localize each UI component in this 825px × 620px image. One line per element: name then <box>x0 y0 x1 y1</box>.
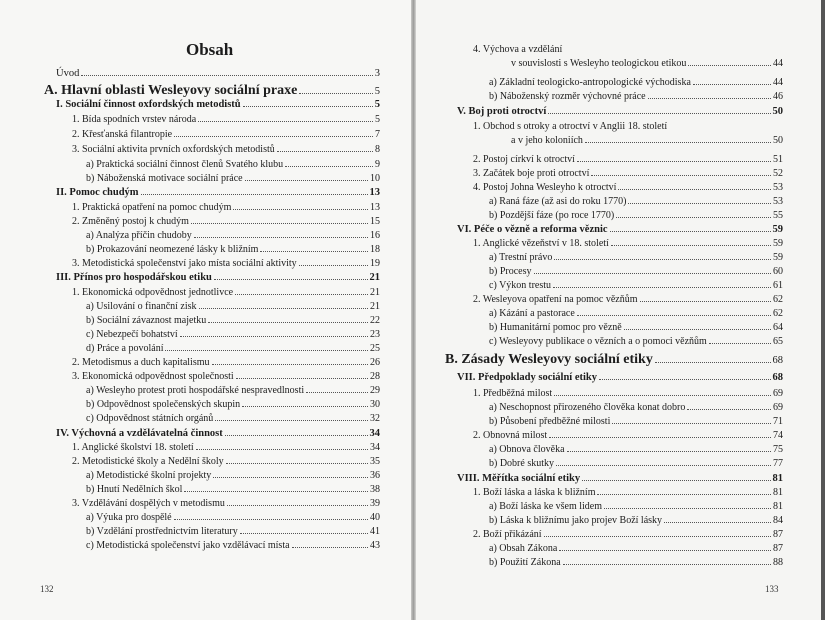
toc-entry <box>473 154 783 165</box>
toc-page-number: 74 <box>773 430 783 441</box>
dot-leader <box>553 287 771 288</box>
toc-page-number: 81 <box>773 501 783 512</box>
dot-leader <box>235 294 368 295</box>
dot-leader <box>299 93 372 94</box>
toc-entry-text: B. Zásady Wesleyovy sociální etiky <box>445 352 653 367</box>
toc-entry-text: a) Praktická sociální činnost členů Svatého klubu <box>86 159 284 170</box>
dot-leader <box>199 308 368 309</box>
toc-page-number: 52 <box>773 168 783 179</box>
dot-leader <box>610 231 771 232</box>
toc-page-number: 5 <box>375 114 380 125</box>
toc-entry-text: 3. Sociální aktivita prvních oxfordských metodistů <box>72 144 275 155</box>
toc-page-number: 65 <box>773 336 783 347</box>
dot-leader <box>215 420 368 421</box>
dot-leader <box>227 505 368 506</box>
toc-entry <box>86 512 380 523</box>
toc-page-number: 22 <box>370 315 380 326</box>
toc-entry <box>86 244 380 255</box>
toc-page-number: 68 <box>772 372 783 383</box>
toc-entry-text: a) Kázání a pastorace <box>489 308 575 319</box>
toc-entry-text: 2. Metodistické školy a Nedělní školy <box>72 456 224 467</box>
dot-leader <box>81 75 372 76</box>
toc-entry-text: b) Náboženský rozměr výchovné práce <box>489 91 646 102</box>
toc-entry-text: 1. Ekonomická odpovědnost jednotlivce <box>72 287 234 298</box>
toc-entry <box>489 91 783 102</box>
toc-entry <box>86 159 380 170</box>
dot-leader <box>688 65 771 66</box>
toc-entry-text: a) Obsah Zákona <box>489 543 558 554</box>
toc-entry-text: a) Neschopnost přirozeného člověka konat dobro <box>489 402 686 413</box>
toc-page-number: 28 <box>370 371 380 382</box>
toc-entry-text: b) Použití Zákona <box>489 557 561 568</box>
toc-page-number: 21 <box>370 287 380 298</box>
toc-page-number: 23 <box>370 329 380 340</box>
toc-page-number: 75 <box>773 444 783 455</box>
toc-page-number: 84 <box>773 515 783 526</box>
dot-leader <box>212 364 369 365</box>
toc-entry <box>489 77 783 88</box>
dot-leader <box>544 536 771 537</box>
toc-entry-text: b) Dobré skutky <box>489 458 554 469</box>
toc-entry <box>86 301 380 312</box>
toc-page-number: 69 <box>773 402 783 413</box>
toc-page-number: 59 <box>773 238 783 249</box>
toc-entry <box>86 470 380 481</box>
dot-leader <box>299 265 368 266</box>
dot-leader <box>208 322 368 323</box>
dot-leader <box>599 379 770 380</box>
toc-entry <box>72 114 380 125</box>
toc-page-number: 44 <box>773 58 783 69</box>
toc-entry <box>473 168 783 179</box>
toc-page-number: 7 <box>375 129 380 140</box>
toc-entry <box>489 252 783 263</box>
dot-leader <box>174 519 368 520</box>
toc-entry <box>489 458 783 469</box>
dot-leader <box>585 142 771 143</box>
dot-leader <box>194 237 368 238</box>
toc-entry <box>72 357 380 368</box>
right-page <box>413 0 825 620</box>
toc-entry-text: 2. Obnovná milost <box>473 430 548 441</box>
toc-entry-text: A. Hlavní oblasti Wesleyovy sociální praxe <box>44 83 298 98</box>
dot-leader <box>577 315 771 316</box>
toc-entry-text: 1. Bída spodních vrstev národa <box>72 114 197 125</box>
toc-entry <box>457 473 783 484</box>
toc-entry <box>489 515 783 526</box>
toc-page-number: 8 <box>375 144 380 155</box>
toc-entry <box>489 557 783 568</box>
toc-entry <box>86 540 380 551</box>
toc-entry <box>56 99 380 110</box>
toc-entry <box>44 83 380 99</box>
toc-page-number: 40 <box>370 512 380 523</box>
dot-leader <box>196 449 368 450</box>
toc-entry-text: 1. Obchod s otroky a otroctví v Anglii 18. století <box>473 121 668 132</box>
toc-entry <box>489 543 783 554</box>
toc-entry <box>489 416 783 427</box>
toc-entry <box>511 58 783 69</box>
toc-entry-text: 3. Začátek boje proti otroctví <box>473 168 590 179</box>
toc-entry-text: a) Výuka pro dospělé <box>86 512 172 523</box>
toc-entry <box>56 272 380 283</box>
dot-leader <box>687 409 771 410</box>
dot-leader <box>226 463 368 464</box>
toc-entry <box>72 498 380 509</box>
toc-entry-text: 2. Metodismus a duch kapitalismu <box>72 357 210 368</box>
left-page-number: 132 <box>40 584 54 594</box>
toc-entry <box>473 430 783 441</box>
toc-page-number: 53 <box>773 196 783 207</box>
toc-entry-text: a) Základní teologicko-antropologické východiska <box>489 77 691 88</box>
dot-leader <box>242 406 368 407</box>
toc-page-number: 51 <box>773 154 783 165</box>
toc-entry-text: b) Humanitární pomoc pro vězně <box>489 322 622 333</box>
toc-entry-text: II. Pomoc chudým <box>56 187 139 198</box>
toc-page-number: 62 <box>773 294 783 305</box>
dot-leader <box>213 477 368 478</box>
toc-page-number: 59 <box>772 224 783 235</box>
toc-page-number: 60 <box>773 266 783 277</box>
toc-entry <box>86 484 380 495</box>
toc-page-number: 35 <box>370 456 380 467</box>
toc-page-number: 34 <box>369 428 380 439</box>
toc-entry-text: 2. Postoj církví k otroctví <box>473 154 575 165</box>
toc-entry <box>86 315 380 326</box>
toc-entry <box>489 196 783 207</box>
toc-page-number: 64 <box>773 322 783 333</box>
dot-leader <box>591 175 771 176</box>
toc-entry <box>489 308 783 319</box>
toc-page-number: 5 <box>374 86 380 97</box>
dot-leader <box>556 465 771 466</box>
dot-leader <box>611 245 771 246</box>
toc-entry-text: 1. Předběžná milost <box>473 388 553 399</box>
toc-entry <box>56 428 380 439</box>
toc-entry-text: 1. Boží láska a láska k bližním <box>473 487 596 498</box>
toc-page-number: 46 <box>773 91 783 102</box>
toc-entry <box>445 352 783 368</box>
toc-entry-text: 4. Postoj Johna Wesleyho k otroctví <box>473 182 617 193</box>
toc-page-number: 26 <box>370 357 380 368</box>
toc-entry-text: a) Metodistické školní projekty <box>86 470 212 481</box>
toc-page-number: 39 <box>370 498 380 509</box>
toc-page-number: 77 <box>773 458 783 469</box>
dot-leader <box>554 259 771 260</box>
toc-entry-text: b) Odpovědnost společenských skupin <box>86 399 241 410</box>
toc-entry-text: VI. Péče o vězně a reforma věznic <box>457 224 608 235</box>
dot-leader <box>628 203 771 204</box>
dot-leader <box>225 435 368 436</box>
right-page-number: 133 <box>765 584 779 594</box>
toc-entry <box>72 202 380 213</box>
toc-entry-text: a) Usilování o finanční zisk <box>86 301 197 312</box>
toc-page-number: 3 <box>374 68 380 79</box>
toc-entry-text: c) Metodistická společenství jako vzdělávací místa <box>86 540 290 551</box>
toc-entry <box>473 182 783 193</box>
dot-leader <box>618 189 771 190</box>
toc-entry-text: a) Raná fáze (až asi do roku 1770) <box>489 196 627 207</box>
dot-leader <box>548 113 770 114</box>
toc-page-number: 62 <box>773 308 783 319</box>
toc-entry-text: 1. Anglické školství 18. století <box>72 442 194 453</box>
toc-page-number: 44 <box>773 77 783 88</box>
toc-entry <box>489 501 783 512</box>
toc-entry <box>489 322 783 333</box>
toc-page-number: 30 <box>370 399 380 410</box>
dot-leader <box>559 550 771 551</box>
toc-entry-text: a) Boží láska ke všem lidem <box>489 501 603 512</box>
page-edge-shadow <box>821 0 825 620</box>
toc-entry-text: 1. Anglické vězeňství v 18. století <box>473 238 609 249</box>
toc-page-number: 50 <box>772 106 783 117</box>
toc-entry-text: b) Působení předběžné milosti <box>489 416 611 427</box>
dot-leader <box>648 98 771 99</box>
dot-leader <box>709 343 771 344</box>
toc-entry <box>86 173 380 184</box>
toc-page-number: 88 <box>773 557 783 568</box>
toc-page-number: 87 <box>773 529 783 540</box>
toc-page-number: 25 <box>370 343 380 354</box>
dot-leader <box>292 547 368 548</box>
toc-entry-line <box>473 44 562 55</box>
toc-entry <box>86 399 380 410</box>
toc-entry-text: IV. Výchovná a vzdělávatelná činnost <box>56 428 223 439</box>
toc-page-number: 34 <box>370 442 380 453</box>
toc-page-number: 43 <box>370 540 380 551</box>
toc-entry-text: 3. Ekonomická odpovědnost společnosti <box>72 371 234 382</box>
dot-leader <box>554 395 771 396</box>
toc-entry-text: 1. Praktická opatření na pomoc chudým <box>72 202 232 213</box>
toc-entry-text: a) Analýza příčin chudoby <box>86 230 192 241</box>
toc-entry-text: 3. Metodistická společenství jako místa sociální aktivity <box>72 258 297 269</box>
toc-entry-text: b) Pozdější fáze (po roce 1770) <box>489 210 615 221</box>
toc-entry <box>72 371 380 382</box>
dot-leader <box>243 106 373 107</box>
dot-leader <box>233 209 368 210</box>
toc-entry-text: 2. Křesťanská filantropie <box>72 129 173 140</box>
toc-entry <box>86 385 380 396</box>
toc-page-number: 36 <box>370 470 380 481</box>
toc-entry-text: VII. Předpoklady sociální etiky <box>457 372 598 383</box>
toc-page-number: 38 <box>370 484 380 495</box>
toc-entry-text: VIII. Měřítka sociální etiky <box>457 473 581 484</box>
toc-entry <box>72 287 380 298</box>
toc-entry <box>72 129 380 140</box>
dot-leader <box>534 273 772 274</box>
toc-entry <box>489 280 783 291</box>
toc-entry-text: a) Wesleyho protest proti hospodářské nespravedlnosti <box>86 385 305 396</box>
toc-entry-text: c) Nebezpečí bohatství <box>86 329 178 340</box>
dot-leader <box>198 121 373 122</box>
toc-page-number: 29 <box>370 385 380 396</box>
toc-entry-text: III. Přínos pro hospodářskou etiku <box>56 272 212 283</box>
dot-leader <box>306 392 368 393</box>
toc-page-number: 53 <box>773 182 783 193</box>
dot-leader <box>693 84 771 85</box>
toc-page-number: 81 <box>773 487 783 498</box>
toc-entry-text: c) Výkon trestu <box>489 280 552 291</box>
toc-entry <box>56 68 380 79</box>
toc-entry-text: b) Náboženská motivace sociální práce <box>86 173 243 184</box>
toc-page-number: 21 <box>369 272 380 283</box>
toc-entry <box>86 343 380 354</box>
dot-leader <box>174 136 373 137</box>
book-spine <box>411 0 416 620</box>
toc-page-number: 5 <box>374 99 380 110</box>
toc-entry <box>86 329 380 340</box>
dot-leader <box>597 494 771 495</box>
toc-entry-text: b) Hnutí Nedělních škol <box>86 484 183 495</box>
toc-entry <box>473 529 783 540</box>
dot-leader <box>624 329 771 330</box>
toc-entry <box>473 487 783 498</box>
toc-page-number: 71 <box>773 416 783 427</box>
toc-entry <box>56 187 380 198</box>
toc-page-number: 81 <box>772 473 783 484</box>
toc-entry-text: c) Wesleyovy publikace o vězních a o pomoci vězňům <box>489 336 707 347</box>
dot-leader <box>577 161 771 162</box>
dot-leader <box>612 423 771 424</box>
dot-leader <box>165 350 368 351</box>
toc-page-number: 59 <box>773 252 783 263</box>
dot-leader <box>180 336 368 337</box>
toc-entry <box>473 238 783 249</box>
toc-entry <box>489 266 783 277</box>
dot-leader <box>214 279 368 280</box>
toc-entry-text: 2. Wesleyova opatření na pomoc vězňům <box>473 294 638 305</box>
toc-page-number: 32 <box>370 413 380 424</box>
toc-page-number: 55 <box>773 210 783 221</box>
dot-leader <box>260 251 368 252</box>
dot-leader <box>277 151 373 152</box>
toc-page-number: 41 <box>370 526 380 537</box>
toc-entry-text: b) Prokazování neomezené lásky k bližním <box>86 244 259 255</box>
dot-leader <box>655 362 771 363</box>
dot-leader <box>191 223 368 224</box>
dot-leader <box>549 437 771 438</box>
toc-page-number: 13 <box>369 187 380 198</box>
dot-leader <box>567 451 771 452</box>
toc-page-number: 21 <box>370 301 380 312</box>
toc-entry-text: Úvod <box>56 68 80 79</box>
toc-entry-text: 2. Boží přikázání <box>473 529 542 540</box>
toc-entry-text: 2. Změněný postoj k chudým <box>72 216 189 227</box>
toc-page-number: 10 <box>370 173 380 184</box>
toc-page-number: 68 <box>772 355 783 366</box>
toc-entry-text: b) Sociální závaznost majetku <box>86 315 207 326</box>
toc-entry-text: c) Odpovědnost státních orgánů <box>86 413 214 424</box>
toc-entry-text: I. Sociální činnost oxfordských metodistů <box>56 99 241 110</box>
toc-entry-continuation: v souvislosti s Wesleyho teologickou etikou <box>511 58 687 69</box>
toc-entry <box>457 372 783 383</box>
toc-entry <box>72 144 380 155</box>
dot-leader <box>563 564 771 565</box>
dot-leader <box>582 480 770 481</box>
dot-leader <box>141 194 368 195</box>
toc-heading: Obsah <box>186 40 234 59</box>
dot-leader <box>640 301 771 302</box>
toc-entry-line <box>473 121 667 132</box>
toc-entry-text: 3. Vzdělávání dospělých v metodismu <box>72 498 225 509</box>
toc-entry <box>457 106 783 117</box>
toc-entry <box>473 294 783 305</box>
toc-entry <box>72 456 380 467</box>
toc-page-number: 19 <box>370 258 380 269</box>
toc-entry <box>489 402 783 413</box>
toc-entry-text: V. Boj proti otroctví <box>457 106 547 117</box>
toc-entry <box>473 388 783 399</box>
dot-leader <box>184 491 368 492</box>
toc-entry-text: b) Procesy <box>489 266 532 277</box>
dot-leader <box>236 378 368 379</box>
toc-entry-continuation: a v jeho koloniích <box>511 135 583 146</box>
dot-leader <box>664 522 771 523</box>
toc-page-number: 50 <box>773 135 783 146</box>
toc-page-number: 61 <box>773 280 783 291</box>
dot-leader <box>245 180 368 181</box>
toc-entry <box>489 444 783 455</box>
toc-page-number: 87 <box>773 543 783 554</box>
toc-entry <box>489 210 783 221</box>
dot-leader <box>616 217 771 218</box>
toc-page-number: 9 <box>375 159 380 170</box>
toc-page-number: 13 <box>370 202 380 213</box>
toc-entry-text: 4. Výchova a vzdělání <box>473 44 563 55</box>
toc-entry <box>457 224 783 235</box>
toc-page-number: 69 <box>773 388 783 399</box>
toc-entry <box>72 216 380 227</box>
toc-page-number: 16 <box>370 230 380 241</box>
dot-leader <box>604 508 771 509</box>
toc-page-number: 15 <box>370 216 380 227</box>
toc-entry-text: b) Vzdělání prostřednictvím literatury <box>86 526 238 537</box>
dot-leader <box>240 533 368 534</box>
toc-page-number: 18 <box>370 244 380 255</box>
toc-entry-text: a) Obnova člověka <box>489 444 565 455</box>
toc-entry <box>86 413 380 424</box>
toc-entry <box>489 336 783 347</box>
toc-entry <box>72 442 380 453</box>
toc-entry-text: a) Trestní právo <box>489 252 553 263</box>
toc-entry-text: b) Láska k bližnímu jako projev Boží lásky <box>489 515 663 526</box>
toc-entry-text: d) Práce a povolání <box>86 343 164 354</box>
toc-entry <box>86 230 380 241</box>
toc-entry <box>86 526 380 537</box>
toc-entry <box>72 258 380 269</box>
dot-leader <box>285 166 373 167</box>
toc-entry <box>511 135 783 146</box>
